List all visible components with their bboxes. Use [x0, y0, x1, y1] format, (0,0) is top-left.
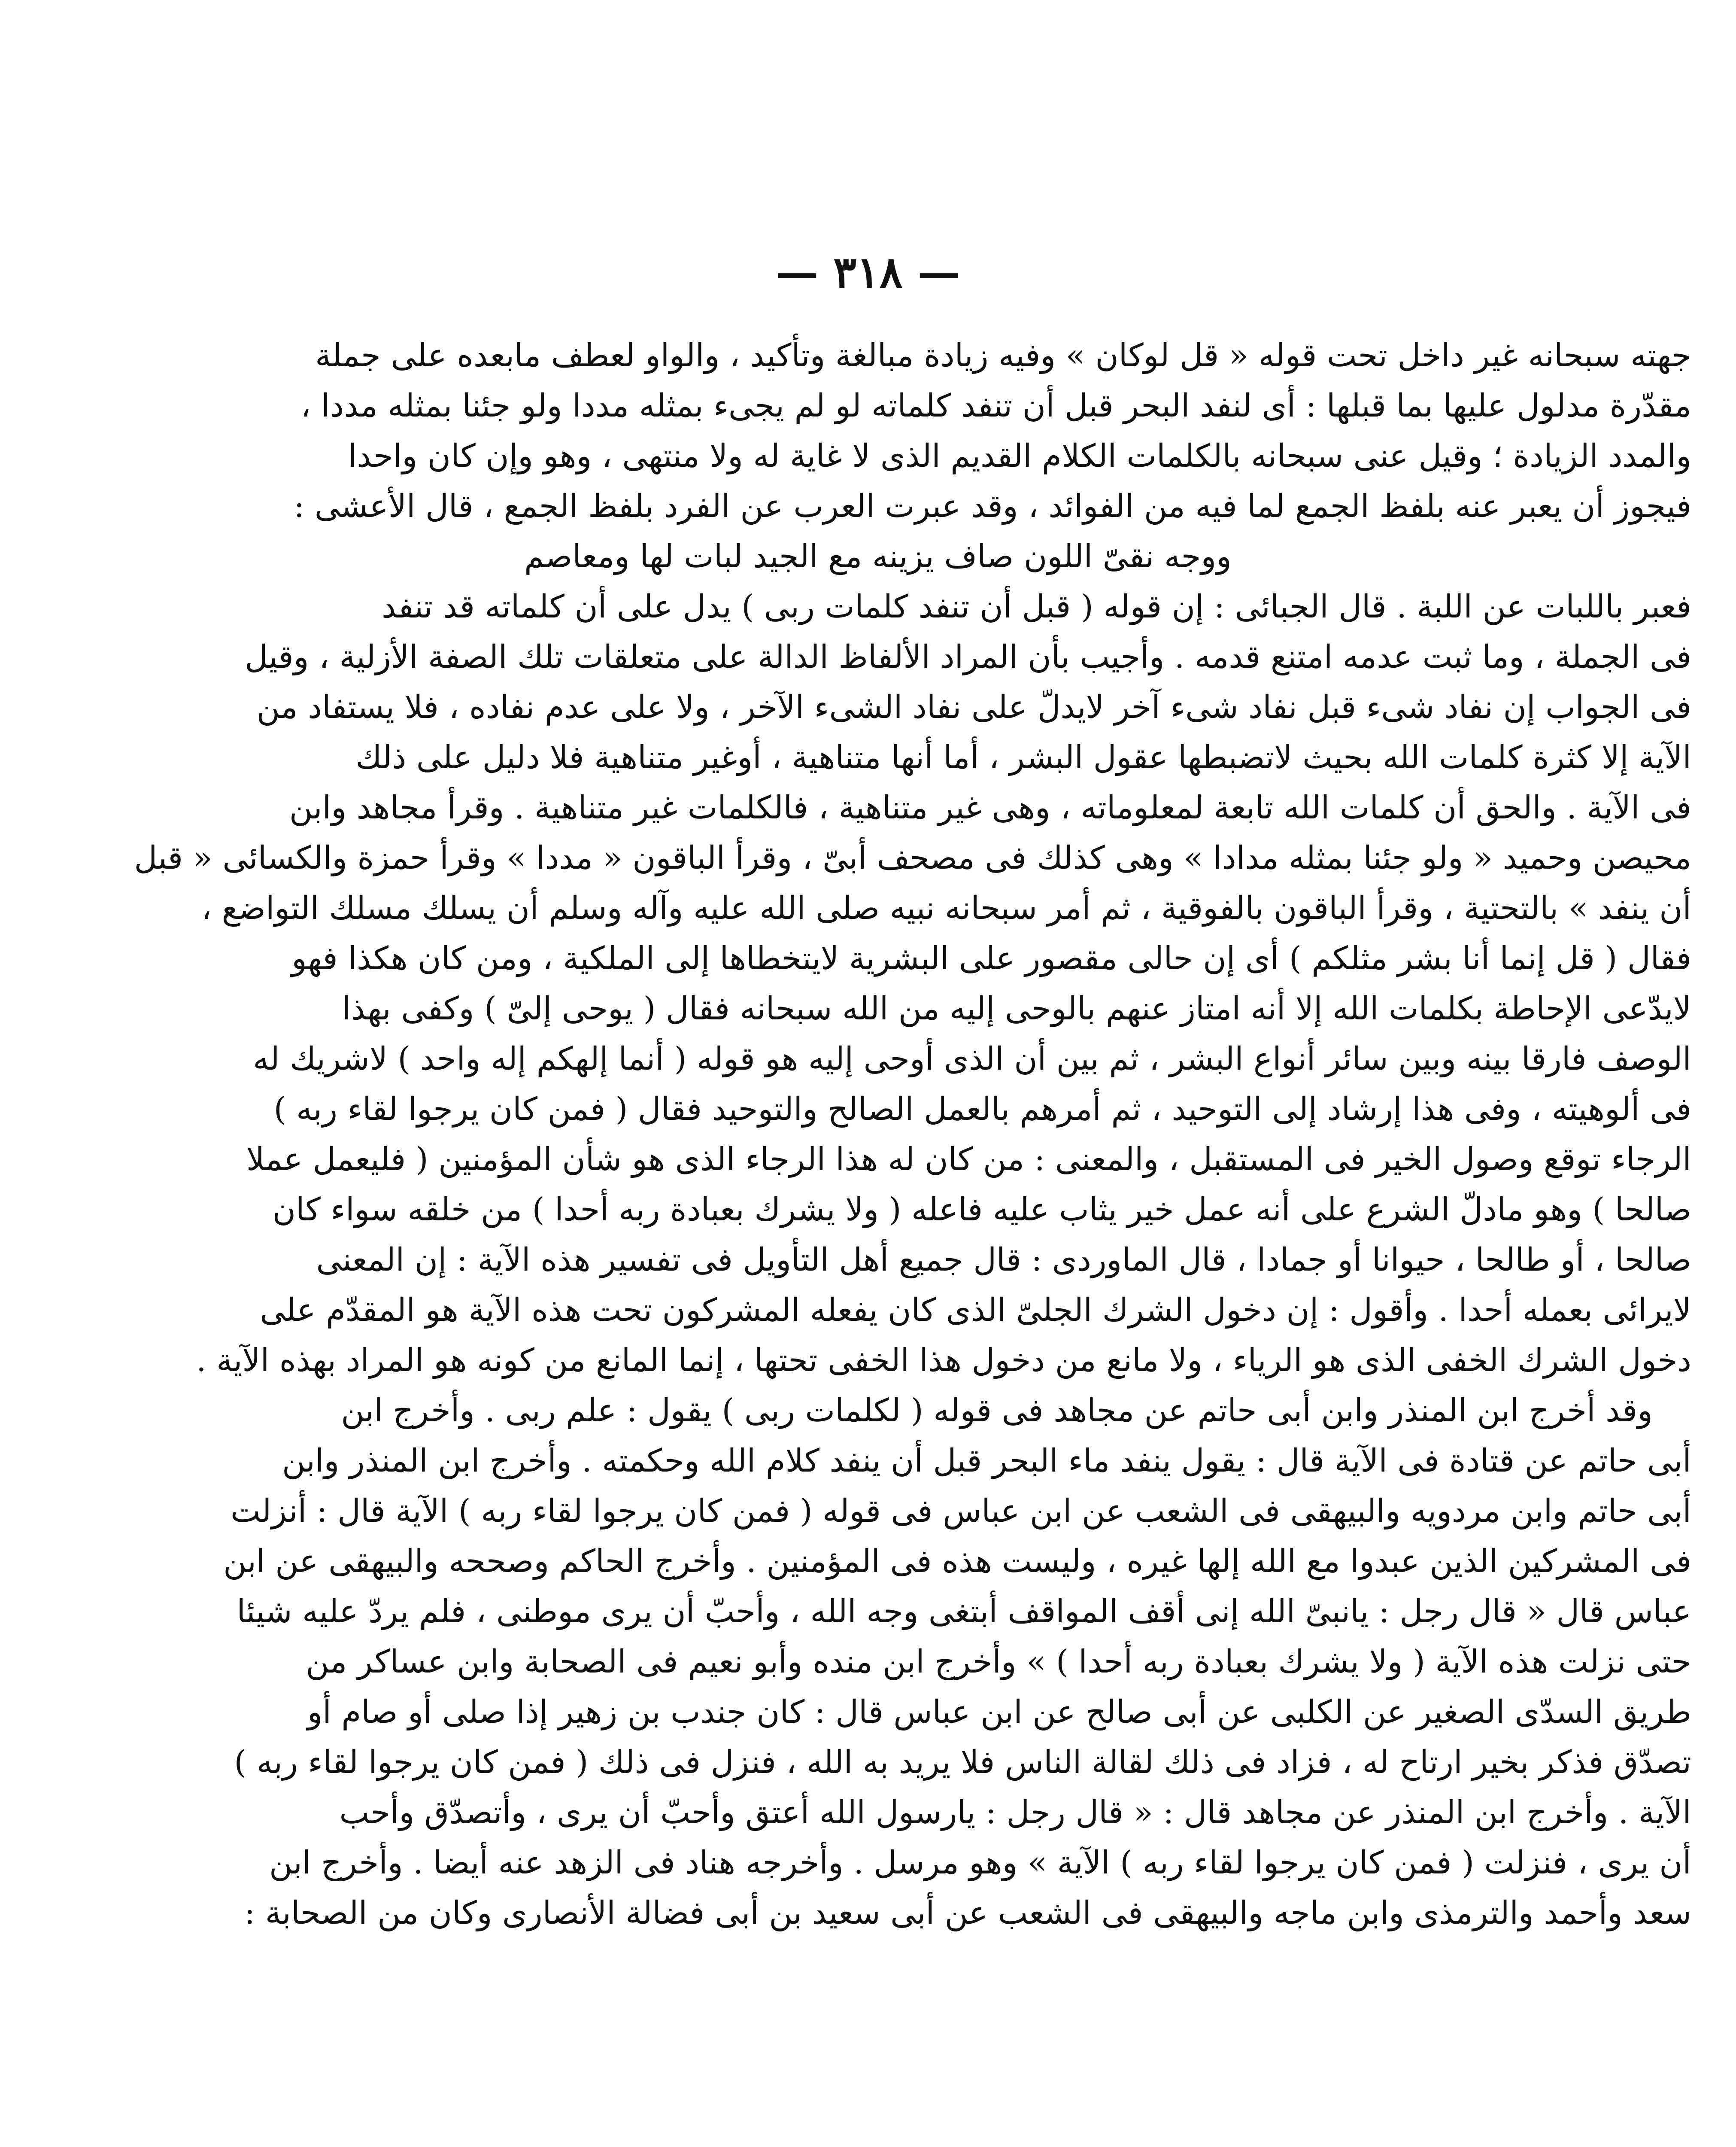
text-line: الرجاء توقع وصول الخير فى المستقبل ، والمعنى : من كان له هذا الرجاء الذى هو شأن المؤمنين ( فليعمل عملا — [246, 1141, 1691, 1178]
text-line: فى ألوهيته ، وفى هذا إرشاد إلى التوحيد ، ثم أمرهم بالعمل الصالح والتوحيد فقال ( فمن كان يرجوا لقاء ربه ) — [273, 1091, 1691, 1128]
text-line: أن يرى ، فنزلت ( فمن كان يرجوا لقاء ربه ) الآية » وهو مرسل . وأخرجه هناد فى الزهد عنه أيضا . وأخرج ابن — [269, 1844, 1691, 1881]
text-line: فيجوز أن يعبر عنه بلفظ الجمع لما فيه من الفوائد ، وقد عبرت العرب عن الفرد بلفظ الجمع ، قال الأعشى : — [294, 488, 1691, 525]
text-line: الوصف فارقا بينه وبين سائر أنواع البشر ، ثم بين أن الذى أوحى إليه هو قوله ( أنما إلهكم إله واحد ) لاشريك له — [253, 1040, 1691, 1077]
text-line: حتى نزلت هذه الآية ( ولا يشرك بعبادة ربه أحدا ) » وأخرج ابن منده وأبو نعيم فى الصحابة وابن عساكر من — [306, 1643, 1691, 1680]
text-line: صالحا ، أو طالحا ، حيوانا أو جمادا ، قال الماوردى : قال جميع أهل التأويل فى تفسير هذه الآية : إن المعنى — [316, 1241, 1691, 1278]
text-line: فقال ( قل إنما أنا بشر مثلكم ) أى إن حالى مقصور على البشرية لايتخطاها إلى الملكية ، ومن كان هكذا فهو — [291, 940, 1691, 977]
text-line: أبى حاتم وابن مردويه والبيهقى فى الشعب عن ابن عباس فى قوله ( فمن كان يرجوا لقاء ربه ) الآية قال : أنزلت — [230, 1493, 1691, 1530]
text-line: دخول الشرك الخفى الذى هو الرياء ، ولا مانع من دخول هذا الخفى تحتها ، إنما المانع من كونه هو المراد بهذه الآية . — [196, 1342, 1691, 1379]
text-line: فى الآية . والحق أن كلمات الله تابعة لمعلوماته ، وهى غير متناهية ، فالكلمات غير متناهية . وقرأ مجاهد وابن — [289, 789, 1691, 826]
text-line: طريق السدّى الصغير عن الكلبى عن أبى صالح عن ابن عباس قال : كان جندب بن زهير إذا صلى أو صام أو — [307, 1694, 1691, 1730]
text-line: لايرائى بعمله أحدا . وأقول : إن دخول الشرك الجلىّ الذى كان يفعله المشركون تحت هذه الآية هو المقدّم على — [260, 1292, 1691, 1329]
text-line: فى الجملة ، وما ثبت عدمه امتنع قدمه . وأجيب بأن المراد الألفاظ الدالة على متعلقات تلك الصفة الأزلية ، وقيل — [245, 639, 1691, 675]
text-line: فى المشركين الذين عبدوا مع الله إلها غيره ، وليست هذه فى المؤمنين . وأخرج الحاكم وصححه والبيهقى عن ابن — [223, 1543, 1691, 1580]
text-line: عباس قال « قال رجل : يانبىّ الله إنى أقف المواقف أبتغى وجه الله ، وأحبّ أن يرى موطنى ، فلم يردّ عليه شيئا — [237, 1593, 1691, 1630]
page-number: — ٣١٨ — — [775, 247, 961, 298]
text-line: مقدّرة مدلول عليها بما قبلها : أى لنفد البحر قبل أن تنفد كلماته لو لم يجىء بمثله مددا ولو جئنا بمثله مددا ، — [300, 387, 1691, 424]
text-line: فى الجواب إن نفاد شىء قبل نفاد شىء آخر لايدلّ على نفاد الشىء الآخر ، ولا على عدم نفاده ، فلا يستفاد من — [256, 689, 1691, 726]
text-line: جهته سبحانه غير داخل تحت قوله « قل لوكان » وفيه زيادة مبالغة وتأكيد ، والواو لعطف مابعده على جملة — [315, 337, 1691, 374]
text-line: محيصن وحميد « ولو جئنا بمثله مدادا » وهى كذلك فى مصحف أبىّ ، وقرأ الباقون « مددا » وقرأ حمزة والكسائى « قبل — [134, 839, 1691, 876]
text-line: الآية إلا كثرة كلمات الله بحيث لاتضبطها عقول البشر ، أما أنها متناهية ، أوغير متناهية فلا دليل على ذلك — [355, 739, 1691, 776]
text-line: أن ينفد » بالتحتية ، وقرأ الباقون بالفوقية ، ثم أمر سبحانه نبيه صلى الله عليه وآله وسلم أن يسلك مسلك التواضع ، — [201, 890, 1691, 927]
text-line: الآية . وأخرج ابن المنذر عن مجاهد قال : « قال رجل : يارسول الله أعتق وأحبّ أن يرى ، وأتصدّق وأحب — [339, 1794, 1691, 1831]
text-line: والمدد الزيادة ؛ وقيل عنى سبحانه بالكلمات الكلام القديم الذى لا غاية له ولا منتهى ، وهو وإن كان واحدا — [348, 438, 1691, 474]
text-line: صالحا ) وهو مادلّ الشرع على أنه عمل خير يثاب عليه فاعله ( ولا يشرك بعبادة ربه أحدا ) من خلقه سواء كان — [272, 1191, 1691, 1228]
poetry-verse: ووجه نقىّ اللون صاف يزينه مع الجيد لبات لها ومعاصم — [524, 538, 1232, 575]
text-line: وقد أخرج ابن المنذر وابن أبى حاتم عن مجاهد فى قوله ( لكلمات ربى ) يقول : علم ربى . وأخرج ابن — [341, 1392, 1653, 1429]
text-line: أبى حاتم عن قتادة فى الآية قال : يقول ينفد ماء البحر قبل أن ينفد كلام الله وحكمته . وأخرج ابن المنذر وابن — [282, 1442, 1691, 1479]
text-line: تصدّق فذكر بخير ارتاح له ، فزاد فى ذلك لقالة الناس فلا يريد به الله ، فنزل فى ذلك ( فمن كان يرجوا لقاء ربه ) — [234, 1744, 1691, 1781]
text-line: فعبر باللبات عن اللبة . قال الجبائى : إن قوله ( قبل أن تنفد كلمات ربى ) يدل على أن كلماته قد تنفد — [382, 588, 1691, 625]
text-line: لايدّعى الإحاطة بكلمات الله إلا أنه امتاز عنهم بالوحى إليه من الله سبحانه فقال ( يوحى إلىّ ) وكفى بهذا — [342, 990, 1691, 1027]
text-line: سعد وأحمد والترمذى وابن ماجه والبيهقى فى الشعب عن أبى سعيد بن أبى فضالة الأنصارى وكان من الصحابة : — [244, 1895, 1691, 1931]
page-body — [64, 331, 1691, 1938]
